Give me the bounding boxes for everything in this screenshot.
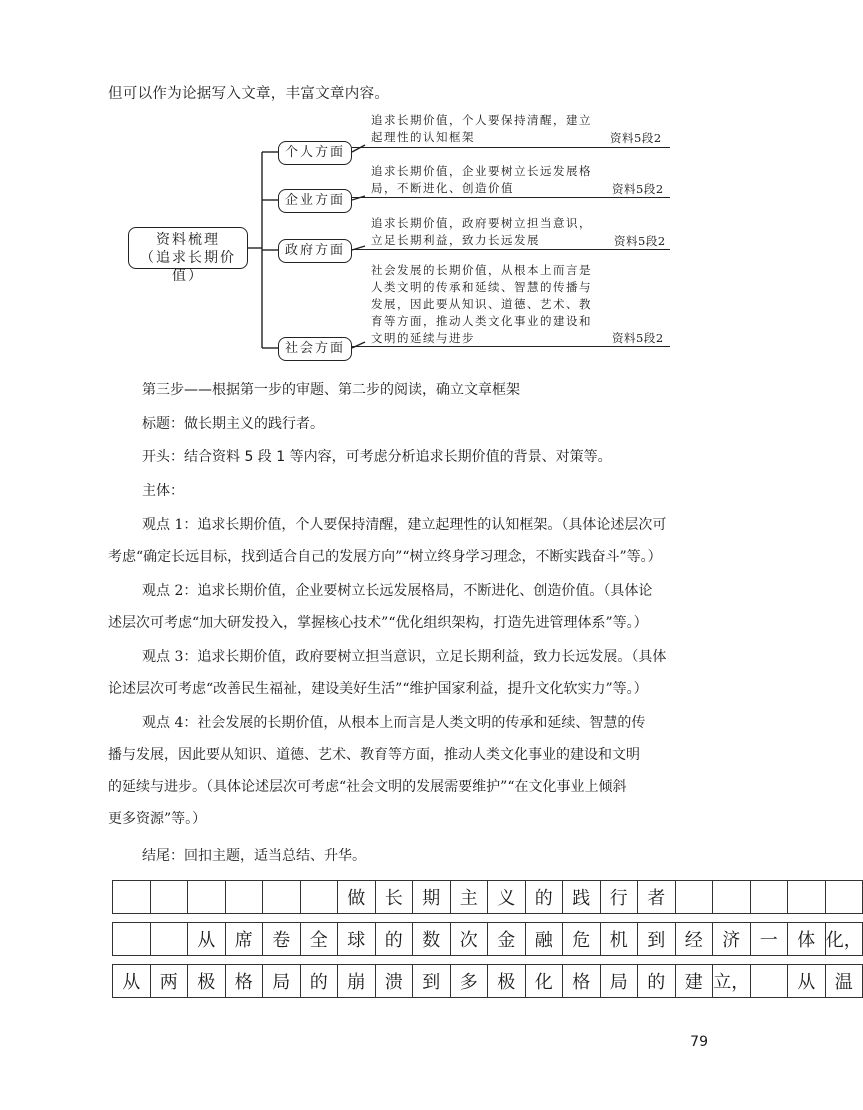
grid-cell xyxy=(675,880,714,914)
grid-row-3 xyxy=(112,964,863,998)
mindmap-root xyxy=(128,227,248,284)
grid-cell xyxy=(112,922,151,956)
branch-society-source: 资料5段2 xyxy=(612,331,664,345)
grid-cell: 球 xyxy=(337,922,376,956)
grid-cell: 格 xyxy=(562,964,601,998)
branch-society-text xyxy=(371,262,606,347)
title-line: 标题：做长期主义的践行者。 xyxy=(142,416,324,432)
point-line: 观点 2：追求长期价值，企业要树立长远发展格局，不断进化、创造价值。（具体论 xyxy=(142,583,653,599)
point-line: 播与发展，因此要从知识、道德、艺术、教育等方面，推动人类文化事业的建设和文明 xyxy=(108,747,640,763)
grid-cell xyxy=(712,880,751,914)
point-line: 论述层次可考虑“改善民生福祉，建设美好生活”“维护国家利益，提升文化软实力”等。） xyxy=(108,681,648,697)
point-1 xyxy=(108,509,698,573)
grid-cell: 金 xyxy=(487,922,526,956)
branch-enterprise-source: 资料5段2 xyxy=(612,182,664,196)
point-line: 观点 1：追求长期价值，个人要保持清醒，建立起理性的认知框架。（具体论述层次可 xyxy=(142,517,667,533)
text-line: 立足长期利益，致力长远发展 xyxy=(371,233,540,247)
grid-cell: 化， xyxy=(825,922,863,956)
body-label: 主体： xyxy=(142,483,184,499)
grid-cell xyxy=(150,922,189,956)
point-line: 观点 3：追求长期价值，政府要树立担当意识，立足长期利益，致力长远发展。（具体 xyxy=(142,649,667,665)
grid-cell: 建 xyxy=(675,964,714,998)
branch-society: 社会方面 xyxy=(278,337,352,361)
grid-cell: 从 xyxy=(787,964,826,998)
text-line: 发展，因此要从知识、道德、艺术、教 xyxy=(371,297,592,311)
point-3 xyxy=(108,641,698,705)
grid-cell xyxy=(187,880,226,914)
grid-cell: 做 xyxy=(337,880,376,914)
text-line: 社会发展的长期价值，从根本上而言是 xyxy=(371,263,592,277)
grid-cell: 两 xyxy=(150,964,189,998)
grid-cell: 席 xyxy=(225,922,264,956)
grid-cell: 崩 xyxy=(337,964,376,998)
branch-government: 政府方面 xyxy=(278,239,352,263)
grid-cell xyxy=(750,880,789,914)
grid-cell: 的 xyxy=(637,964,676,998)
divider xyxy=(352,197,670,198)
grid-cell: 义 xyxy=(487,880,526,914)
grid-cell: 到 xyxy=(412,964,451,998)
text-line: 追求长期价值，政府要树立担当意识， xyxy=(371,216,592,230)
text-line: 育等方面，推动人类文化事业的建设和 xyxy=(371,314,592,328)
text-line: 文明的延续与进步 xyxy=(371,331,475,345)
text-line: 追求长期价值，个人要保持清醒，建立 xyxy=(371,113,592,127)
grid-cell xyxy=(300,880,339,914)
grid-cell xyxy=(225,880,264,914)
grid-cell: 格 xyxy=(225,964,264,998)
grid-row-2 xyxy=(112,922,863,956)
point-line: 观点 4：社会发展的长期价值，从根本上而言是人类文明的传承和延续、智慧的传 xyxy=(142,715,646,731)
branch-government-source: 资料5段2 xyxy=(614,234,666,248)
text-line: 人类文明的传承和延续、智慧的传播与 xyxy=(371,280,592,294)
grid-cell: 一 xyxy=(750,922,789,956)
grid-cell: 多 xyxy=(450,964,489,998)
grid-cell: 局 xyxy=(600,964,639,998)
grid-cell: 立， xyxy=(712,964,751,998)
grid-cell: 经 xyxy=(675,922,714,956)
opening-line: 开头：结合资料 5 段 1 等内容，可考虑分析追求长期价值的背景、对策等。 xyxy=(142,449,612,465)
grid-cell: 极 xyxy=(187,964,226,998)
grid-cell xyxy=(150,880,189,914)
branch-personal-source: 资料5段2 xyxy=(610,131,662,145)
grid-cell: 局 xyxy=(262,964,301,998)
grid-cell xyxy=(825,880,863,914)
branch-enterprise-text xyxy=(371,163,601,197)
text-line: 起理性的认知框架 xyxy=(371,130,475,144)
grid-cell xyxy=(750,964,789,998)
grid-cell: 的 xyxy=(300,964,339,998)
grid-row-1 xyxy=(112,880,863,914)
grid-cell: 全 xyxy=(300,922,339,956)
grid-cell: 数 xyxy=(412,922,451,956)
step3-heading: 第三步——根据第一步的审题、第二步的阅读，确立文章框架 xyxy=(142,382,520,398)
branch-personal-text xyxy=(371,112,601,146)
grid-cell: 极 xyxy=(487,964,526,998)
leaf-connector xyxy=(352,342,365,348)
grid-cell: 践 xyxy=(562,880,601,914)
grid-cell: 到 xyxy=(637,922,676,956)
grid-cell: 化 xyxy=(525,964,564,998)
mindmap-root-line1: 资料梳理 xyxy=(156,232,220,248)
grid-cell: 者 xyxy=(637,880,676,914)
grid-cell: 溃 xyxy=(375,964,414,998)
grid-cell: 主 xyxy=(450,880,489,914)
point-line: 考虑“确定长远目标，找到适合自己的发展方向”“树立终身学习理念，不断实践奋斗”等。） xyxy=(108,549,662,565)
top-line: 但可以作为论据写入文章，丰富文章内容。 xyxy=(108,86,390,102)
branch-personal: 个人方面 xyxy=(278,141,352,165)
grid-cell: 的 xyxy=(375,922,414,956)
grid-cell: 温 xyxy=(825,964,863,998)
divider xyxy=(352,249,670,250)
grid-cell: 从 xyxy=(112,964,151,998)
grid-cell xyxy=(112,880,151,914)
grid-cell: 融 xyxy=(525,922,564,956)
mindmap-root-line2: （追求长期价值） xyxy=(140,250,236,284)
grid-cell: 次 xyxy=(450,922,489,956)
grid-cell: 期 xyxy=(412,880,451,914)
point-line: 述层次可考虑“加大研发投入，掌握核心技术”“优化组织架构，打造先进管理体系”等。） xyxy=(108,615,648,631)
branch-government-text xyxy=(371,215,601,249)
divider xyxy=(352,147,670,148)
grid-cell: 从 xyxy=(187,922,226,956)
branch-enterprise: 企业方面 xyxy=(278,189,352,213)
grid-cell: 机 xyxy=(600,922,639,956)
grid-cell: 体 xyxy=(787,922,826,956)
grid-cell xyxy=(787,880,826,914)
grid-cell xyxy=(262,880,301,914)
divider xyxy=(352,346,670,347)
ending-line: 结尾：回扣主题，适当总结、升华。 xyxy=(142,848,366,864)
point-4 xyxy=(108,707,698,835)
point-2 xyxy=(108,575,698,639)
grid-cell: 卷 xyxy=(262,922,301,956)
point-line: 的延续与进步。（具体论述层次可考虑“社会文明的发展需要维护”“在文化事业上倾斜 xyxy=(108,779,627,795)
grid-cell: 的 xyxy=(525,880,564,914)
grid-cell: 济 xyxy=(712,922,751,956)
grid-cell: 长 xyxy=(375,880,414,914)
point-line: 更多资源”等。） xyxy=(108,811,207,827)
text-line: 局，不断进化、创造价值 xyxy=(371,181,514,195)
text-line: 追求长期价值，企业要树立长远发展格 xyxy=(371,164,592,178)
grid-cell: 行 xyxy=(600,880,639,914)
page-number: 79 xyxy=(690,1034,708,1050)
grid-cell: 危 xyxy=(562,922,601,956)
